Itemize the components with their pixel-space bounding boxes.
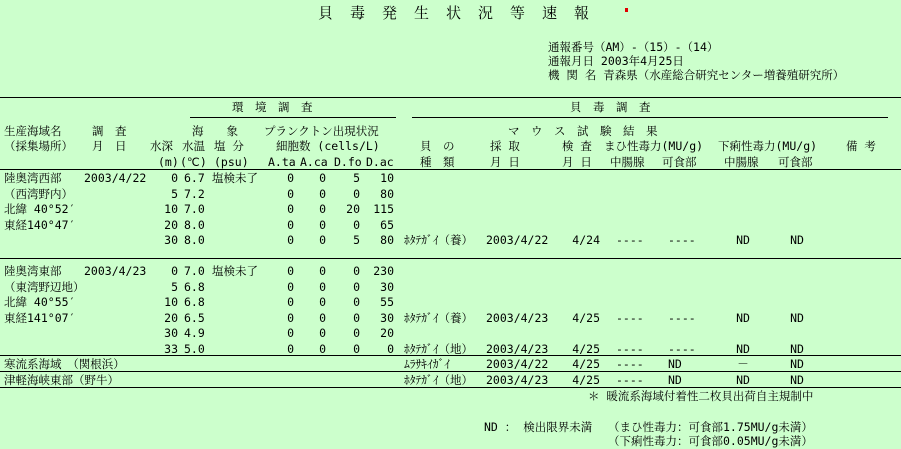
extra-cell-d1: － [737, 357, 749, 371]
cell-d: 115 [373, 202, 394, 216]
extra-divider-1 [0, 355, 901, 356]
cell-date: 2003/4/22 [84, 171, 147, 185]
extra-cell-tdate: 4/25 [572, 373, 600, 387]
cell-p2: ---- [668, 310, 696, 325]
cell-d: 30 [380, 279, 394, 294]
cell-depth: 0 [171, 171, 178, 185]
species-b-header: A.ca [300, 155, 328, 169]
shell-header: 貝 の [420, 139, 455, 153]
mouse-test-header: マ ウ ス 試 験 結 果 [508, 124, 658, 138]
temp-header: 水温 [182, 139, 205, 153]
table-bottom-rule [0, 387, 901, 388]
cell-c: 5 [353, 171, 360, 185]
report-org: 機 関 名 青森県（水産総合研究センター増養殖研究所） [548, 68, 845, 82]
extra-cell-d2: ND [790, 373, 804, 387]
cell-depth: 20 [164, 310, 178, 325]
cell-name: （東湾野辺地） [4, 279, 85, 294]
cell-sal: 塩検未了 [212, 171, 258, 185]
extra-cell-p2: ND [668, 373, 682, 387]
cell-d1: ND [736, 341, 750, 356]
red-marker [625, 8, 628, 12]
cell-a: 0 [287, 310, 294, 325]
cell-date: 2003/4/23 [84, 264, 147, 278]
area-header: 生産海域名 [4, 124, 62, 138]
cell-a: 0 [287, 171, 294, 185]
cell-c: 0 [353, 326, 360, 340]
cell-d: 20 [380, 326, 394, 340]
shell-type-header: 種 類 [420, 155, 455, 169]
env-rule [190, 117, 396, 118]
cell-c: 0 [353, 310, 360, 325]
sea-header: 海 象 [192, 124, 238, 138]
extra-cell-sdate: 2003/4/22 [486, 357, 549, 371]
cell-temp: 7.2 [184, 186, 205, 201]
psp-header: まひ性毒力(MU/g) [604, 139, 704, 153]
species-d-header: D.ac [366, 155, 394, 169]
test-header: 検 査 [562, 139, 592, 153]
cell-depth: 20 [164, 217, 178, 232]
extra-cell-sdate: 2003/4/23 [486, 373, 549, 387]
cell-shell: ﾎﾀﾃｶﾞｲ（養） [404, 233, 473, 247]
cell-temp: 8.0 [184, 233, 205, 247]
cell-b: 0 [319, 233, 326, 247]
cell-temp: 6.8 [184, 279, 205, 294]
cell-depth: 0 [171, 264, 178, 278]
cell-temp: 5.0 [184, 341, 205, 356]
depth-header: 水深 [150, 139, 173, 153]
cell-d1: ND [736, 233, 750, 247]
plankton-header: プランクトン出現状況 [264, 124, 379, 138]
sample-header: 採 取 [490, 139, 520, 153]
cell-b: 0 [319, 310, 326, 325]
legend-dsp: （下痢性毒力：可食部0.05MU/g未満） [608, 434, 813, 448]
cell-depth: 5 [171, 186, 178, 201]
cell-tdate: 4/25 [572, 341, 600, 356]
cell-d2: ND [790, 233, 804, 247]
cell-b: 0 [319, 264, 326, 278]
toxin-survey-header: 貝 毒 調 査 [570, 100, 651, 114]
env-survey-header: 環 境 調 査 [232, 100, 313, 114]
cell-p1: ---- [616, 341, 644, 356]
cell-d1: ND [736, 310, 750, 325]
cell-tdate: 4/25 [572, 310, 600, 325]
legend-nd: ND ： 検出限界未満 [484, 420, 593, 434]
report-title: 貝 毒 発 生 状 況 等 速 報 [318, 4, 591, 22]
cell-tdate: 4/24 [572, 233, 600, 247]
cell-b: 0 [319, 217, 326, 232]
cell-b: 0 [319, 341, 326, 356]
extra-cell-p1: ---- [616, 373, 644, 387]
cell-a: 0 [287, 233, 294, 247]
cell-c: 5 [353, 233, 360, 247]
cell-b: 0 [319, 279, 326, 294]
cell-a: 0 [287, 217, 294, 232]
cell-d: 0 [387, 341, 394, 356]
cell-temp: 7.0 [184, 264, 205, 278]
toxin-rule [412, 117, 888, 118]
salinity-unit: (psu) [214, 155, 249, 169]
cell-d: 55 [380, 295, 394, 309]
species-c-header: D.fo [334, 155, 362, 169]
cell-b: 0 [319, 326, 326, 340]
survey-header: 調 査 [92, 124, 127, 138]
cell-c: 0 [353, 295, 360, 309]
extra-cell-name: 津軽海峡東部（野牛） [4, 373, 119, 387]
report-number: 通報番号（AM）-（15）-（14） [548, 40, 719, 54]
cell-name: （西湾野内） [4, 186, 73, 201]
extra-cell-shell: ﾎﾀﾃｶﾞｲ（地） [404, 373, 473, 387]
cell-temp: 8.0 [184, 217, 205, 232]
cell-shell: ﾎﾀﾃｶﾞｲ（地） [404, 341, 473, 356]
cell-shell: ﾎﾀﾃｶﾞｲ（養） [404, 310, 473, 325]
extra-cell-shell: ﾑﾗｻｷｲｶﾞｲ [404, 357, 450, 371]
cells-header: 細胞数 (cells/L) [276, 139, 380, 153]
cell-p2: ---- [668, 341, 696, 356]
sample-date-header: 月 日 [490, 155, 520, 169]
species-a-header: A.ta [268, 155, 296, 169]
psp-gland-header: 中腸腺 [610, 155, 645, 169]
dsp-edible-header: 可食部 [778, 155, 813, 169]
cell-p1: ---- [616, 310, 644, 325]
extra-cell-name: 寒流系海域 （関根浜） [4, 357, 125, 371]
cell-b: 0 [319, 202, 326, 216]
extra-cell-d2: ND [790, 357, 804, 371]
cell-c: 20 [346, 202, 360, 216]
cell-name: 東経140°47′ [4, 217, 76, 232]
cell-d: 65 [380, 217, 394, 232]
cell-depth: 10 [164, 202, 178, 216]
cell-sdate: 2003/4/23 [486, 341, 549, 356]
cell-d: 10 [380, 171, 394, 185]
cell-b: 0 [319, 186, 326, 201]
extra-cell-p1: ---- [616, 357, 644, 371]
remarks-header: 備 考 [846, 139, 876, 153]
cell-name: 東経141°07′ [4, 310, 76, 325]
cell-name: 北緯 40°55′ [4, 295, 76, 309]
cell-b: 0 [319, 171, 326, 185]
cell-temp: 6.7 [184, 171, 205, 185]
cell-a: 0 [287, 341, 294, 356]
dsp-header: 下痢性毒力(MU/g) [718, 139, 818, 153]
cell-temp: 7.0 [184, 202, 205, 216]
cell-a: 0 [287, 202, 294, 216]
dsp-gland-header: 中腸腺 [724, 155, 759, 169]
extra-cell-d1: ND [736, 373, 750, 387]
cell-d: 30 [380, 310, 394, 325]
extra-divider-2 [0, 371, 901, 372]
cell-sdate: 2003/4/23 [486, 310, 549, 325]
group-divider [0, 258, 901, 259]
cell-p2: ---- [668, 233, 696, 247]
cell-name: 北緯 40°52′ [4, 202, 76, 216]
cell-depth: 5 [171, 279, 178, 294]
depth-unit: (m) [158, 155, 179, 169]
cell-c: 0 [353, 264, 360, 278]
cell-d2: ND [790, 341, 804, 356]
cell-d2: ND [790, 310, 804, 325]
cell-sal: 塩検未了 [212, 264, 258, 278]
cell-depth: 30 [164, 233, 178, 247]
cell-name: 陸奥湾西部 [4, 171, 62, 185]
psp-edible-header: 可食部 [662, 155, 697, 169]
legend-psp: （まひ性毒力：可食部1.75MU/g未満） [608, 420, 813, 434]
report-date: 通報月日 2003年4月25日 [548, 54, 684, 68]
cell-b: 0 [319, 295, 326, 309]
cell-c: 0 [353, 279, 360, 294]
survey-date-header: 月 日 [92, 139, 127, 153]
cell-temp: 4.9 [184, 326, 205, 340]
cell-depth: 33 [164, 341, 178, 356]
footnote: ＊ 暖流系海域付着性二枚貝出荷自主規制中 [588, 389, 814, 403]
cell-d: 80 [380, 186, 394, 201]
cell-c: 0 [353, 341, 360, 356]
test-date-header: 月 日 [562, 155, 592, 169]
cell-d: 230 [373, 264, 394, 278]
cell-temp: 6.5 [184, 310, 205, 325]
cell-a: 0 [287, 326, 294, 340]
salinity-header: 塩 分 [214, 139, 244, 153]
table-top-rule [0, 97, 901, 98]
cell-a: 0 [287, 279, 294, 294]
temp-unit: (℃) [180, 155, 207, 169]
cell-a: 0 [287, 264, 294, 278]
cell-name: 陸奥湾東部 [4, 264, 62, 278]
area-sub-header: （採集場所） [4, 139, 73, 153]
cell-temp: 6.8 [184, 295, 205, 309]
cell-depth: 10 [164, 295, 178, 309]
cell-d: 80 [380, 233, 394, 247]
cell-c: 0 [353, 217, 360, 232]
extra-cell-p2: ND [668, 357, 682, 371]
cell-c: 0 [353, 186, 360, 201]
header-bottom-rule [0, 169, 901, 170]
cell-sdate: 2003/4/22 [486, 233, 549, 247]
cell-a: 0 [287, 295, 294, 309]
cell-a: 0 [287, 186, 294, 201]
cell-p1: ---- [616, 233, 644, 247]
cell-depth: 30 [164, 326, 178, 340]
extra-cell-tdate: 4/25 [572, 357, 600, 371]
